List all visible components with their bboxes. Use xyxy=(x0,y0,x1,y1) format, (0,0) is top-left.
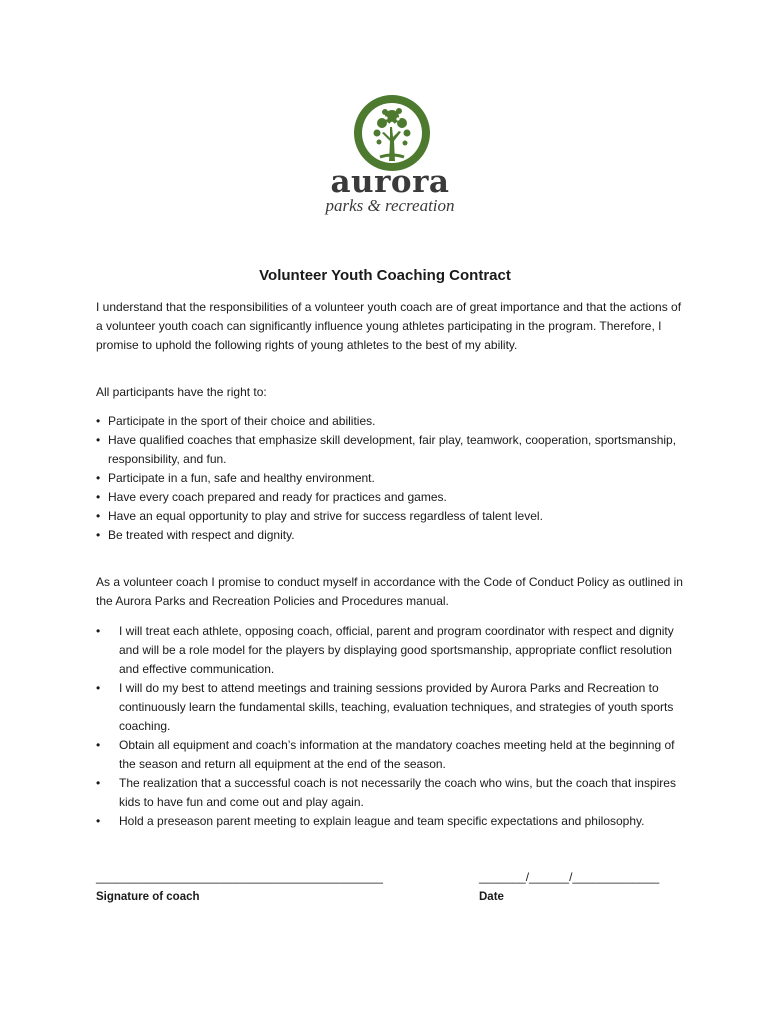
bullet-icon: • xyxy=(96,814,101,828)
document-title: Volunteer Youth Coaching Contract xyxy=(259,267,511,284)
logo-subline: parks & recreation xyxy=(325,196,455,215)
intro-paragraph: I understand that the responsibilities of a volunteer youth coach are of great importance and that the actions of a volunteer youth coach can significantly influence young athletes participating in the program. Therefore, I promise to uphold the following rights of young athletes to the best of my ability. xyxy=(96,300,682,352)
rights-list xyxy=(96,412,684,545)
bullet-icon: • xyxy=(96,509,101,523)
logo-wordmark: aurora xyxy=(330,164,450,200)
list-item: • Have every coach prepared and ready for practices and games. xyxy=(96,488,684,507)
list-item: • Hold a preseason parent meeting to explain league and team specific expectations and philosophy. xyxy=(96,812,686,831)
bullet-icon: • xyxy=(96,414,101,428)
rights-heading: All participants have the right to: xyxy=(96,385,267,399)
tree-circle-icon xyxy=(352,93,432,173)
bullet-icon: • xyxy=(96,681,101,695)
bullet-icon: • xyxy=(96,738,101,752)
bullet-icon: • xyxy=(96,471,101,485)
signature-line: ___________________________________________ xyxy=(96,870,383,884)
bullet-icon: • xyxy=(96,433,101,447)
list-item: • I will do my best to attend meetings and training sessions provided by Aurora Parks and Recreation to continuously learn the fundamental skills, teaching, evaluation techniques, and strategies of youth sports coaching. xyxy=(96,681,674,733)
list-item: • Have qualified coaches that emphasize skill development, fair play, teamwork, cooperation, sportsmanship, responsibility, and fun. xyxy=(96,433,677,466)
list-item: • Participate in the sport of their choice and abilities. xyxy=(96,412,684,431)
bullet-icon: • xyxy=(96,490,101,504)
bullet-icon: • xyxy=(96,624,101,638)
date-label: Date xyxy=(479,891,504,903)
list-item: • Have an equal opportunity to play and strive for success regardless of talent level. xyxy=(96,507,684,526)
list-item: • Obtain all equipment and coach’s information at the mandatory coaches meeting held at the beginning of the season and return all equipment at the end of the season. xyxy=(96,738,675,771)
list-item: • Be treated with respect and dignity. xyxy=(96,526,684,545)
list-item: • Participate in a fun, safe and healthy environment. xyxy=(96,469,684,488)
aurora-logo xyxy=(300,93,480,218)
promise-intro-paragraph: As a volunteer coach I promise to conduct myself in accordance with the Code of Conduct Policy as outlined in the Aurora Parks and Recreation Policies and Procedures manual. xyxy=(96,575,683,608)
bullet-icon: • xyxy=(96,528,101,542)
list-item: • I will treat each athlete, opposing coach, official, parent and program coordinator with respect and dignity and will be a role model for the players by displaying good sportsmanship, appropriate conflict resolution and effective communication. xyxy=(96,624,674,676)
list-item: • The realization that a successful coach is not necessarily the coach who wins, but the coach that inspires kids to have fun and come out and play again. xyxy=(96,776,676,809)
date-line: _______/______/_____________ xyxy=(479,870,660,884)
promises-list xyxy=(96,622,686,831)
signature-label: Signature of coach xyxy=(96,891,200,903)
bullet-icon: • xyxy=(96,776,101,790)
